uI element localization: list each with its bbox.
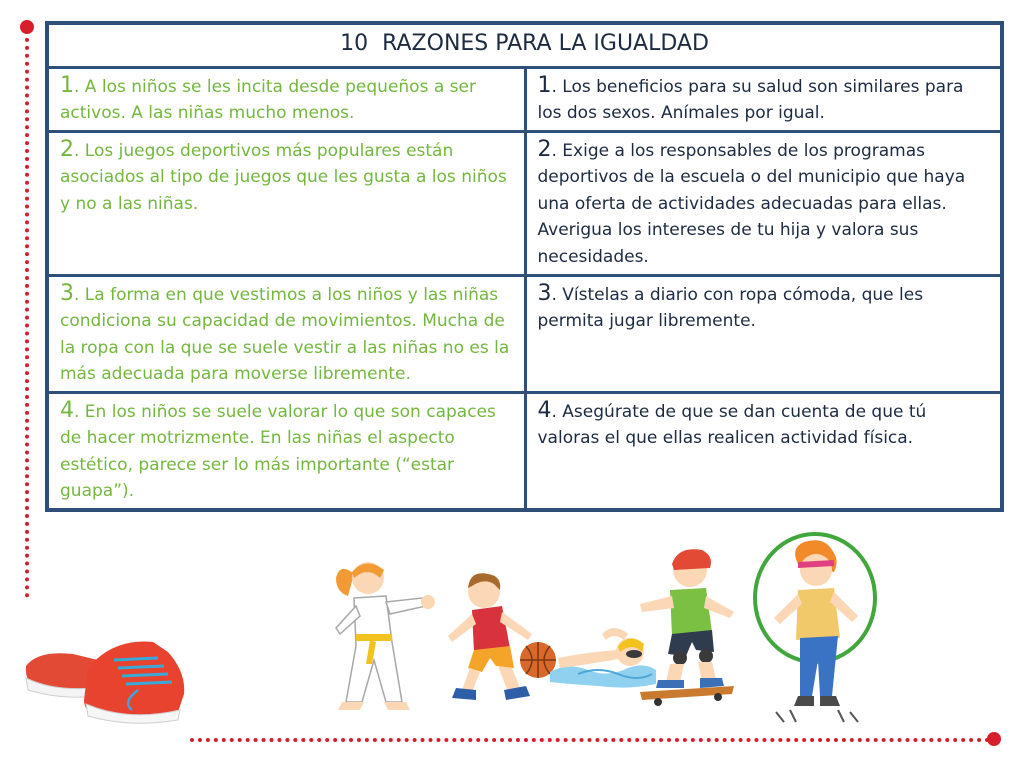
advice-cell-right: [525, 131, 1002, 275]
sneakers-illustration: [18, 628, 193, 728]
reason-number: 1: [60, 72, 74, 98]
advice-text: . Exige a los responsables de los programas deportivos de la escuela o del municipio que haya una oferta de actividades adecuadas para ellas. Averigua los intereses de tu hija y valora sus necesidades.: [537, 140, 966, 267]
reason-number: 4: [60, 397, 74, 423]
title-number: 10: [340, 31, 369, 56]
jump-rope-girl-illustration: [740, 528, 890, 724]
reasons-table: [45, 21, 1004, 512]
karate-girl-illustration: [330, 552, 450, 714]
advice-number: 3: [537, 280, 552, 306]
reason-text: . A los niños se les incita desde pequeños a ser activos. A las niñas mucho menos.: [60, 76, 476, 123]
title-text: RAZONES PARA LA IGUALDAD: [382, 31, 709, 56]
advice-text: . Los beneficios para su salud son similares para los dos sexos. Anímales por igual.: [537, 76, 964, 123]
skateboard-boy-illustration: [618, 546, 740, 706]
table-row: [47, 67, 1002, 131]
reason-cell-left: [47, 67, 525, 131]
red-dot-top: [20, 20, 34, 34]
reason-number: 2: [60, 136, 74, 162]
advice-number: 2: [537, 136, 552, 162]
reason-cell-left: [47, 392, 525, 510]
reason-text: . En los niños se suele valorar lo que son capaces de hacer motrizmente. En las niñas el aspecto estético, parece ser lo más importante (“estar guapa”).: [60, 401, 496, 501]
advice-cell-right: [525, 392, 1002, 510]
reason-text: . Los juegos deportivos más populares están asociados al tipo de juegos que les gusta a los niños y no a las niñas.: [60, 140, 507, 214]
table-row: [47, 131, 1002, 275]
red-dot-bottom: [987, 732, 1001, 746]
reason-cell-left: [47, 275, 525, 392]
advice-number: 1: [537, 72, 552, 98]
table-row: [47, 275, 1002, 392]
reason-cell-left: [47, 131, 525, 275]
advice-text: . Vístelas a diario con ropa cómoda, que les permita jugar libremente.: [537, 284, 924, 331]
red-dotted-line-vertical: [25, 30, 29, 598]
red-dotted-line-horizontal: [190, 738, 990, 742]
advice-number: 4: [537, 397, 552, 423]
advice-cell-right: [525, 275, 1002, 392]
advice-cell-right: [525, 67, 1002, 131]
reason-number: 3: [60, 280, 74, 306]
table-row: [47, 392, 1002, 510]
reason-text: . La forma en que vestimos a los niños y las niñas condiciona su capacidad de movimientos. Mucha de la ropa con la que se suele vestir a las niñas no es la más adecuada para moverse libremente.: [60, 284, 510, 384]
advice-text: . Asegúrate de que se dan cuenta de que tú valoras el que ellas realicen actividad física.: [537, 401, 927, 448]
basketball-boy-illustration: [440, 564, 560, 710]
table-title: [47, 23, 1002, 67]
